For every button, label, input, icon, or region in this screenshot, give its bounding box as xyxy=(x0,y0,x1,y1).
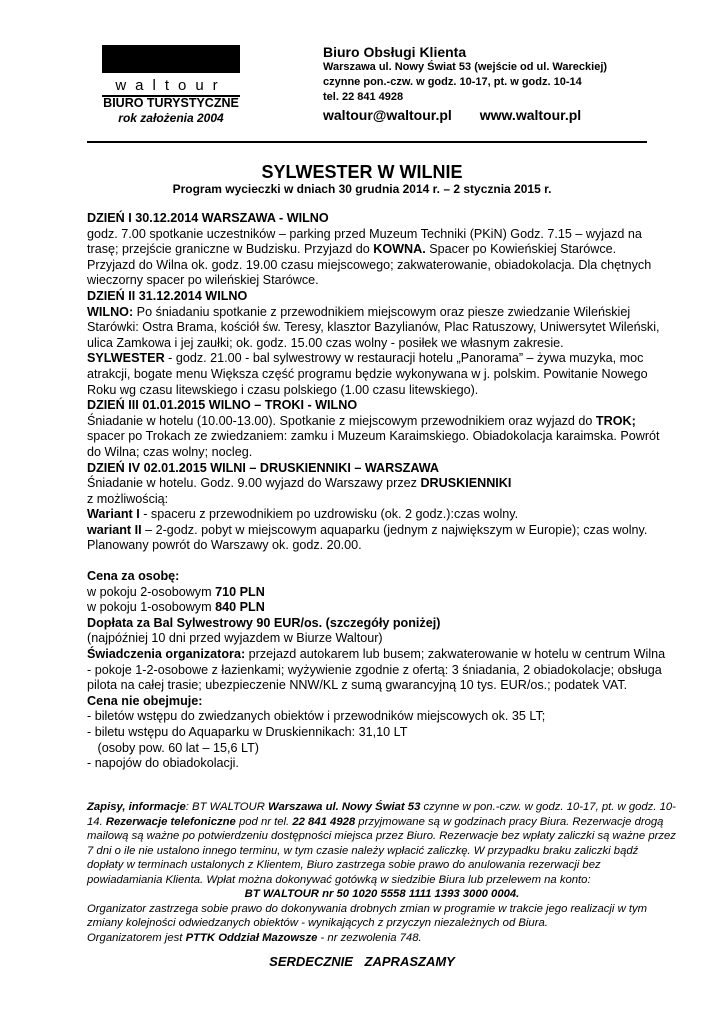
excluded-item: - biletu wstępu do Aquaparku w Druskiennikach: 31,10 LT xyxy=(87,725,408,739)
booking-text-1: : BT WALTOUR xyxy=(185,801,269,813)
header-divider xyxy=(87,141,647,143)
price-double xyxy=(87,585,667,601)
day3-text-a: Śniadanie w hotelu (10.00-13.00). Spotkanie z miejscowym przewodnikiem oraz wyjazd do xyxy=(87,413,596,428)
company-logo xyxy=(96,43,246,128)
booking-address: Warszawa ul. Nowy Świat 53 xyxy=(268,801,421,813)
day4-options-intro: z możliwością: xyxy=(87,491,169,506)
day2-text-b: - godz. 21.00 - bal sylwestrowy w restauracji hotelu „Panorama” – żywa muzyka, moc atrakcji, bogate menu Większa część programu będzie wykonywana w j. polskim. Powitanie Nowego Roku wg czasu litewskiego i czasu polskiego (1.00 czasu litewskiego). xyxy=(87,351,648,397)
price-double-value: 710 PLN xyxy=(215,584,265,599)
contact-email-link[interactable]: waltour@waltour.pl xyxy=(323,107,452,123)
booking-phone-label: Rezerwacje telefoniczne xyxy=(105,815,236,828)
contact-address: Warszawa ul. Nowy Świat 53 (wejście od ul. Wareckiej) xyxy=(323,61,608,73)
day4-druskienniki: DRUSKIENNIKI xyxy=(420,476,512,491)
booking-label: Zapisy, informacje xyxy=(87,801,186,813)
contact-hours: czynne pon.-czw. w godz. 10-17, pt. w godz. 10-14 xyxy=(323,76,582,88)
day1-text xyxy=(87,227,667,289)
services-included xyxy=(87,647,667,694)
day3-heading: DZIEŃ III 01.01.2015 WILNO – TROKI - WILNO xyxy=(87,398,358,413)
excluded-item: - biletów wstępu do zwiedzanych obiektów i przewodników miejscowych ok. 35 LT; xyxy=(87,709,546,724)
ball-note: (najpóźniej 10 dni przed wyjazdem w Biurze Waltour) xyxy=(87,631,383,646)
price-heading: Cena za osobę: xyxy=(87,569,180,584)
day4-variant-2 xyxy=(87,523,667,554)
day3-text-b: spacer po Trokach ze zwiedzaniem: zamku i Muzeum Karaimskiego. Obiadokolacja karaimska. Powrót do Wilna; czas wolny; nocleg. xyxy=(87,429,660,459)
day3-text xyxy=(87,414,667,461)
day2-wilno: WILNO: xyxy=(87,304,134,319)
day3-troki: TROK; xyxy=(595,413,636,428)
organizer-line xyxy=(87,931,677,946)
bank-account: BT WALTOUR nr 50 1020 5558 1111 1393 3000 0004. xyxy=(244,888,520,900)
booking-text-2: czynne w pon.-czw. w godz. 10-17, pt. w godz. 10-14. xyxy=(87,801,676,828)
changes-notice: Organizator zastrzega sobie prawo do dokonywania drobnych zmian w programie w trakcie jego realizacji w tym zmiany kolejności odwiedzanych obiektów - wynikających z przyczyn niezależnych od Biura. xyxy=(87,902,648,929)
contact-block xyxy=(323,44,703,125)
logo-founded: rok założenia 2004 xyxy=(118,111,224,125)
day4-variant-1 xyxy=(87,507,667,523)
price-double-label: w pokoju 2-osobowym xyxy=(87,584,216,599)
booking-text-3: pod nr tel. xyxy=(235,815,293,828)
day4-text xyxy=(87,476,667,492)
excluded-item: (osoby pow. 60 lat – 15,6 LT) xyxy=(87,740,259,755)
closing-invitation: SERDECZNIE ZAPRASZAMY xyxy=(269,954,455,969)
day2-heading: DZIEŃ II 31.12.2014 WILNO xyxy=(87,288,248,303)
variant2-label: wariant II xyxy=(87,522,142,537)
contact-web-row xyxy=(323,106,703,125)
day1-text-a: godz. 7.00 spotkanie uczestników – parking przed Muzeum Techniki (PKiN) Godz. 7.15 – wyjazd na trasę; przejście graniczne w Budzisku. Przyjazd do xyxy=(87,226,642,257)
excluded-item: - napojów do obiadokolacji. xyxy=(87,756,239,771)
booking-phone: 22 841 4928 xyxy=(292,815,356,828)
program-body xyxy=(87,211,667,772)
organizer-permit: - nr zezwolenia 748. xyxy=(317,931,422,944)
services-label: Świadczenia organizatora: xyxy=(87,647,246,662)
ball-surcharge: Dopłata za Bal Sylwestrowy 90 EUR/os. (szczegóły poniżej) xyxy=(87,615,441,630)
day2-sylwester-label: SYLWESTER xyxy=(87,351,165,366)
price-single-label: w pokoju 1-osobowym xyxy=(87,600,216,615)
day2-text xyxy=(87,305,667,352)
logo-black-bar xyxy=(102,45,240,73)
contact-title: Biuro Obsługi Klienta xyxy=(323,44,467,60)
day1-kowno: KOWNA. xyxy=(373,242,426,257)
page-title: SYLWESTER W WILNIE xyxy=(261,162,463,182)
variant1-text: - spaceru z przewodnikiem po uzdrowisku (ok. 2 godz.):czas wolny. xyxy=(139,507,519,522)
day4-heading: DZIEŃ IV 02.01.2015 WILNI – DRUSKIENNIKI – WARSZAWA xyxy=(87,460,440,475)
day2-sylwester xyxy=(87,351,667,398)
day4-text-a: Śniadanie w hotelu. Godz. 9.00 wyjazd do Warszawy przez xyxy=(87,476,421,491)
contact-website-link[interactable]: www.waltour.pl xyxy=(479,107,582,123)
variant1-label: Wariant I xyxy=(87,507,140,522)
logo-company-type: BIURO TURYSTYCZNE xyxy=(103,96,239,110)
price-single-value: 840 PLN xyxy=(215,600,265,615)
organizer-label: Organizatorem jest xyxy=(87,931,186,944)
page-subtitle: Program wycieczki w dniach 30 grudnia 2014 r. – 2 stycznia 2015 r. xyxy=(172,182,552,196)
day1-heading: DZIEŃ I 30.12.2014 WARSZAWA - WILNO xyxy=(87,211,329,225)
logo-wordmark: waltour xyxy=(115,77,227,94)
booking-info xyxy=(87,800,677,945)
excluded-heading: Cena nie obejmuje: xyxy=(87,693,203,708)
booking-text-4: przyjmowane są w godzinach pracy Biura. Rezerwacje drogą mailową są ważne po potwierdzeniu dostępności miejsca przez Biuro. Rezerwacje bez wpłaty zaliczki są ważne przez 7 dni o ile nie ustalono innego terminu, w tym czasie należy wpłacić zaliczkę. W przypadku braku zaliczki bądź dopłaty w terminach ustalonych z Klientem, Biuro zastrzega sobie prawo do anulowania rezerwacji bez powiadamiania Klienta. Wpłat można dokonywać gotówką w siedzibie Biura lub przelewem na konto: xyxy=(87,815,676,886)
contact-phone: tel. 22 841 4928 xyxy=(323,91,404,103)
day1-text-b: Spacer po Kowieńskiej Starówce. Przyjazd do Wilna ok. godz. 19.00 czasu miejscowego; zakwaterowanie, obiadokolacja. Dla chętnych wieczorny spacer po wileńskiej Starówce. xyxy=(87,242,652,288)
variant2-text: – 2-godz. pobyt w miejscowym aquaparku (jednym z największym w Europie); czas wolny. Planowany powrót do Warszawy ok. godz. 20.00. xyxy=(87,522,648,553)
day2-text-a: Po śniadaniu spotkanie z przewodnikiem miejscowym oraz piesze zwiedzanie Wileńskiej Starówki: Ostra Brama, kościół św. Teresy, klasztor Bazylianów, Plac Ratuszowy, Uniwersytet Wileński, ulica Zamkowa i jej zaułki; ok. godz. 15.00 czas wolny - posiłek we własnym zakresie. xyxy=(87,304,660,350)
booking-paragraph xyxy=(87,800,677,887)
services-text: przejazd autokarem lub busem; zakwaterowanie w hotelu w centrum Wilna - pokoje 1-2-osobowe z łazienkami; wyżywienie zgodnie z ofertą: 3 śniadania, 2 obiadokolacje; obsługa pilota na całej trasie; ubezpieczenie NNW/KL z sumą gwarancyjną 10 tys. EUR/os.; podatek VAT. xyxy=(87,647,666,693)
organizer-name: PTTK Oddział Mazowsze xyxy=(185,931,318,944)
price-single xyxy=(87,600,667,616)
